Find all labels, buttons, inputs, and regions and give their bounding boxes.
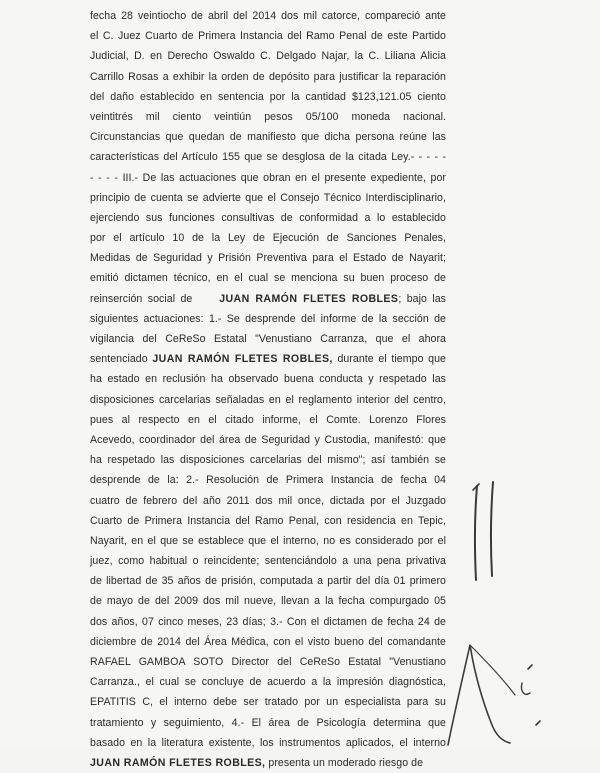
text-line: dos años, 07 cinco meses, 23 días; 3.- Con el dictamen de fecha 24 de — [90, 615, 446, 628]
handwritten-initials-mark — [455, 480, 515, 590]
text-line: el C. Juez Cuarto de Primera Instancia del Ramo Penal de este Partido — [90, 30, 446, 43]
text-line: EPATITIS C, el interno debe ser tratado por un especialista para su — [90, 696, 446, 709]
text-line: fecha 28 veintiocho de abril del 2014 dos mil catorce, compareció ante — [90, 10, 446, 22]
text-line: desprende de la: 2.- Resolución de Primera Instancia de fecha 04 — [90, 474, 446, 487]
text-line: basado en la literatura existente, los instrumentos aplicados, el interno — [90, 736, 446, 749]
text-line: ha estado en reclusión ha observado buena conducta y respetado las — [90, 373, 446, 386]
line-prefix: reinserción social de — [90, 292, 193, 305]
text-line: pues al respecto en el citado informe, el Comte. Lorenzo Flores — [90, 413, 446, 426]
text-line: Carrillo Rosas a exhibir la orden de depósito para justificar la reparación — [90, 70, 446, 83]
text-line-with-name — [90, 753, 446, 773]
text-line: emitió dictamen técnico, en el cual se menciona su buen proceso de — [90, 272, 446, 285]
text-line: de libertad de 35 años de prisión, computada a partir del día 01 primero — [90, 575, 446, 588]
text-line: ha respetado las disposiciones carcelarias del mismo"; así también se — [90, 454, 446, 467]
text-line: cuatro de febrero del año 2011 dos mil once, dictada por el Juzgado — [90, 494, 446, 507]
text-line: Judicial, D. en Derecho Oswaldo C. Delgado Najar, la C. Liliana Alicia — [90, 50, 446, 63]
text-line: principio de cuenta se advierte que el Consejo Técnico Interdisciplinario, — [90, 191, 446, 204]
text-line: siguientes actuaciones: 1.- Se desprende del informe de la sección de — [90, 312, 446, 325]
text-line: Nayarit, en el que se establece que el interno, no es considerado por el — [90, 534, 446, 547]
person-name: JUAN RAMÓN FLETES ROBLES — [219, 292, 399, 305]
document-body — [90, 6, 446, 773]
line-prefix: sentenciado — [90, 353, 148, 366]
text-line: por el artículo 10 de la Ley de Ejecución de Sanciones Penales, — [90, 232, 446, 245]
text-line: disposiciones carcelarias señaladas en el reglamento interior del centro, — [90, 393, 446, 406]
person-name: JUAN RAMÓN FLETES ROBLES, — [152, 353, 333, 366]
text-line-with-name — [90, 289, 446, 309]
text-line: RAFAEL GAMBOA SOTO Director del CeReSo Estatal "Venustiano — [90, 656, 446, 668]
text-line: veintitrés mil ciento veintiún pesos 05/100 moneda nacional. — [90, 110, 446, 123]
text-line: juez, como habitual o reincidente; sentenciándolo a una pena privativa — [90, 555, 446, 568]
text-line: vigilancia del CeReSo Estatal "Venustiano Carranza, que el ahora — [90, 333, 446, 345]
text-line: diciembre de 2014 del Área Médica, con el visto bueno del comandante — [90, 635, 446, 648]
line-suffix: durante el tiempo que — [337, 353, 447, 366]
person-name: JUAN RAMÓN FLETES ROBLES, — [90, 756, 266, 769]
text-line: Acevedo, coordinador del área de Seguridad y Custodia, manifestó: que — [90, 433, 446, 446]
text-line-with-name — [90, 349, 446, 369]
text-line: - - - - III.- De las actuaciones que obran en el presente expediente, por — [90, 171, 446, 184]
text-line: del daño establecido en sentencia por la cantidad $123,121.05 ciento — [90, 90, 446, 103]
text-line: Circunstancias que quedan de manifiesto que dicha persona reúne las — [90, 131, 446, 144]
line-suffix: presenta un moderado riesgo de — [268, 756, 424, 769]
text-line: de mayo de del 2009 dos mil nueve, llevan a la fecha compurgado 05 — [90, 595, 446, 608]
text-line: tratamiento y seguimiento, 4.- El área de Psicología determina que — [90, 716, 446, 729]
text-line: características del Artículo 155 que se desglosa de la citada Ley.- - - - - — [90, 151, 446, 164]
text-line: Carranza., el cual se concluye de acuerdo a la impresión diagnóstica, — [90, 676, 446, 689]
text-line: Cuarto de Primera Instancia del Ramo Penal, con residencia en Tepic, — [90, 514, 446, 527]
line-suffix: ; bajo las — [398, 292, 447, 305]
text-line: ejerciendo sus funciones consultivas de conformidad a lo establecido — [90, 211, 446, 224]
text-line: Medidas de Seguridad y Prisión Preventiva para el Estado de Nayarit; — [90, 252, 446, 265]
handwritten-signature — [440, 625, 560, 749]
